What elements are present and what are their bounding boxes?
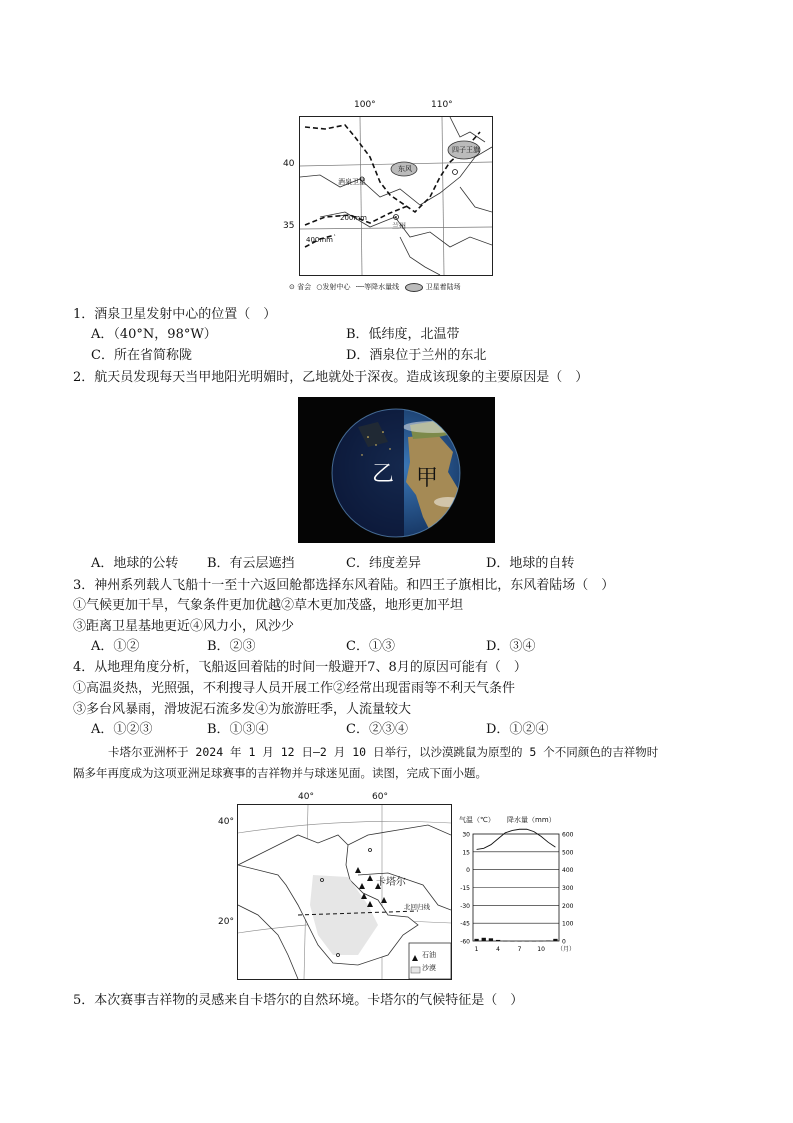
chart-right-title: 降水量（mm） [507, 816, 556, 824]
map2-lat-label: 40° [218, 817, 234, 827]
question-2-stem: 2．航天员发现每天当甲地阳光明媚时，乙地就处于深夜。造成该现象的主要原因是（ ） [73, 370, 589, 385]
precip-bar [532, 941, 536, 942]
precip-bar [482, 938, 486, 941]
q2-option-b[interactable]: B．有云层遮挡 [207, 556, 295, 571]
q2-option-c[interactable]: C．纬度差异 [346, 556, 421, 571]
chart-right-tick: 0 [562, 938, 566, 946]
earth-svg [298, 397, 495, 543]
map1-place-label: 酒泉卫星 [338, 178, 366, 186]
q3-option-b[interactable]: B．②③ [207, 639, 256, 654]
map1-legend: ⊙ 省会 ○发射中心 ╌╌等降水量线 卫星着陆场 [289, 283, 461, 291]
earth-label-yi: 乙 [372, 462, 395, 487]
legend-capital-icon: ⊙ [289, 283, 295, 291]
q3-statement-line: ①气候更加干旱，气象条件更加优越②草木更加茂盛，地形更加平坦 [73, 598, 464, 613]
precip-bar [474, 939, 478, 941]
chart-left-tick: 15 [462, 849, 470, 857]
map1-place-label: 400mm [306, 236, 333, 244]
chart-left-tick: -60 [460, 938, 470, 946]
q1-option-b[interactable]: B．低纬度，北温带 [346, 327, 460, 342]
q3-option-d[interactable]: D．③④ [486, 639, 536, 654]
chart-x-tick: 7 [517, 946, 522, 953]
question-3-stem: 3．神州系列载人飞船十一至十六返回舱都选择东风着陆。和四王子旗相比，东风着陆场（ ） [73, 578, 615, 593]
earth-image [298, 397, 495, 543]
chart-left-tick: 30 [462, 831, 470, 839]
map1-figure [283, 100, 513, 295]
map2-line-label: 北回归线 [404, 903, 430, 911]
map1-svg [300, 117, 492, 275]
chart-right-tick: 100 [562, 920, 574, 928]
map1-lon-label: 100° [354, 100, 376, 110]
chart-right-tick: 500 [562, 849, 574, 857]
map2-legend-desert: 沙漠 [422, 964, 436, 972]
earth-label-jia: 甲 [416, 466, 439, 491]
climate-svg [455, 815, 585, 955]
map1-lon-label: 110° [431, 100, 453, 110]
precip-bar [510, 941, 514, 942]
q1-option-a[interactable]: A．（40°N，98°W） [91, 327, 217, 342]
precip-bar [503, 941, 507, 942]
q4-option-d[interactable]: D．①②④ [486, 722, 549, 737]
precip-bar [539, 941, 543, 942]
precip-bar [517, 941, 521, 942]
chart-left-tick: -30 [460, 902, 470, 910]
map1-place-label: 四子王旗 [452, 146, 480, 154]
q1-option-d[interactable]: D．酒泉位于兰州的东北 [346, 348, 487, 363]
map1-place-label: 东风 [398, 165, 412, 173]
precip-bar [525, 941, 529, 942]
map2-figure [218, 790, 453, 980]
chart-x-unit: （月） [557, 946, 576, 953]
chart-left-title: 气温（℃） [459, 816, 495, 824]
map2-lon-label: 40° [298, 792, 314, 802]
question-4-stem: 4．从地理角度分析，飞船返回着陆的时间一般避开7、8月的原因可能有（ ） [73, 660, 527, 675]
q4-option-c[interactable]: C．②③④ [346, 722, 408, 737]
chart-x-tick: 10 [537, 946, 545, 953]
map2-lon-label: 60° [372, 792, 388, 802]
map2-place-label: 卡塔尔 [376, 877, 406, 888]
precip-bar [546, 940, 550, 941]
q3-option-c[interactable]: C．①③ [346, 639, 395, 654]
chart-right-tick: 300 [562, 885, 574, 892]
climate-chart [455, 815, 585, 955]
precip-bar [553, 939, 557, 941]
map2-frame [237, 804, 452, 980]
chart-x-tick: 1 [474, 946, 479, 953]
q4-statement-line: ①高温炎热，光照强，不利搜寻人员开展工作②经常出现雷雨等不利天气条件 [73, 681, 516, 696]
legend-landing-icon [405, 283, 423, 292]
map2-svg [238, 805, 451, 979]
chart-left-tick: 0 [466, 867, 470, 875]
map1-frame [299, 116, 493, 276]
q3-statement-line: ③距离卫星基地更近④风力小，风沙少 [73, 619, 295, 634]
q4-option-b[interactable]: B．①③④ [207, 722, 269, 737]
chart-right-tick: 400 [562, 867, 574, 875]
chart-x-tick: 4 [496, 946, 500, 953]
legend-isohyet-icon: ╌╌ [355, 283, 365, 291]
legend-desert-icon [411, 967, 420, 973]
q3-option-a[interactable]: A．①② [91, 639, 140, 654]
q2-option-a[interactable]: A．地球的公转 [91, 556, 179, 571]
map1-lat-label: 40 [283, 159, 295, 169]
passage-line: 隔多年再度成为这项亚洲足球赛事的吉祥物并与球迷见面。读图，完成下面小题。 [73, 766, 487, 780]
passage-line: 卡塔尔亚洲杯于 2024 年 1 月 12 日—2 月 10 日举行，以沙漠跳鼠为原型的 5 个不同颜色的吉祥物时 [108, 745, 659, 759]
chart-left-tick: -15 [460, 885, 470, 892]
precip-bar [489, 938, 493, 941]
question-1-stem: 1．酒泉卫星发射中心的位置（ ） [73, 307, 277, 322]
map1-place-label: 200mm [340, 214, 367, 222]
q1-option-c[interactable]: C．所在省简称陇 [91, 348, 192, 363]
chart-right-tick: 600 [562, 831, 574, 839]
map2-legend-oil: 石油 [422, 951, 436, 959]
q2-option-d[interactable]: D．地球的自转 [486, 556, 575, 571]
map2-lat-label: 20° [218, 917, 234, 927]
map1-place-label: 兰州 [392, 222, 406, 230]
precip-bar [496, 940, 500, 941]
q4-statement-line: ③多台风暴雨，滑坡泥石流多发④为旅游旺季，人流量较大 [73, 702, 412, 717]
chart-left-tick: -45 [460, 920, 470, 928]
q4-option-a[interactable]: A．①②③ [91, 722, 153, 737]
map1-lat-label: 35 [283, 221, 295, 231]
chart-right-tick: 200 [562, 902, 574, 910]
question-5-stem: 5．本次赛事吉祥物的灵感来自卡塔尔的自然环境。卡塔尔的气候特征是（ ） [73, 993, 524, 1008]
legend-launch-icon: ○ [316, 283, 323, 291]
